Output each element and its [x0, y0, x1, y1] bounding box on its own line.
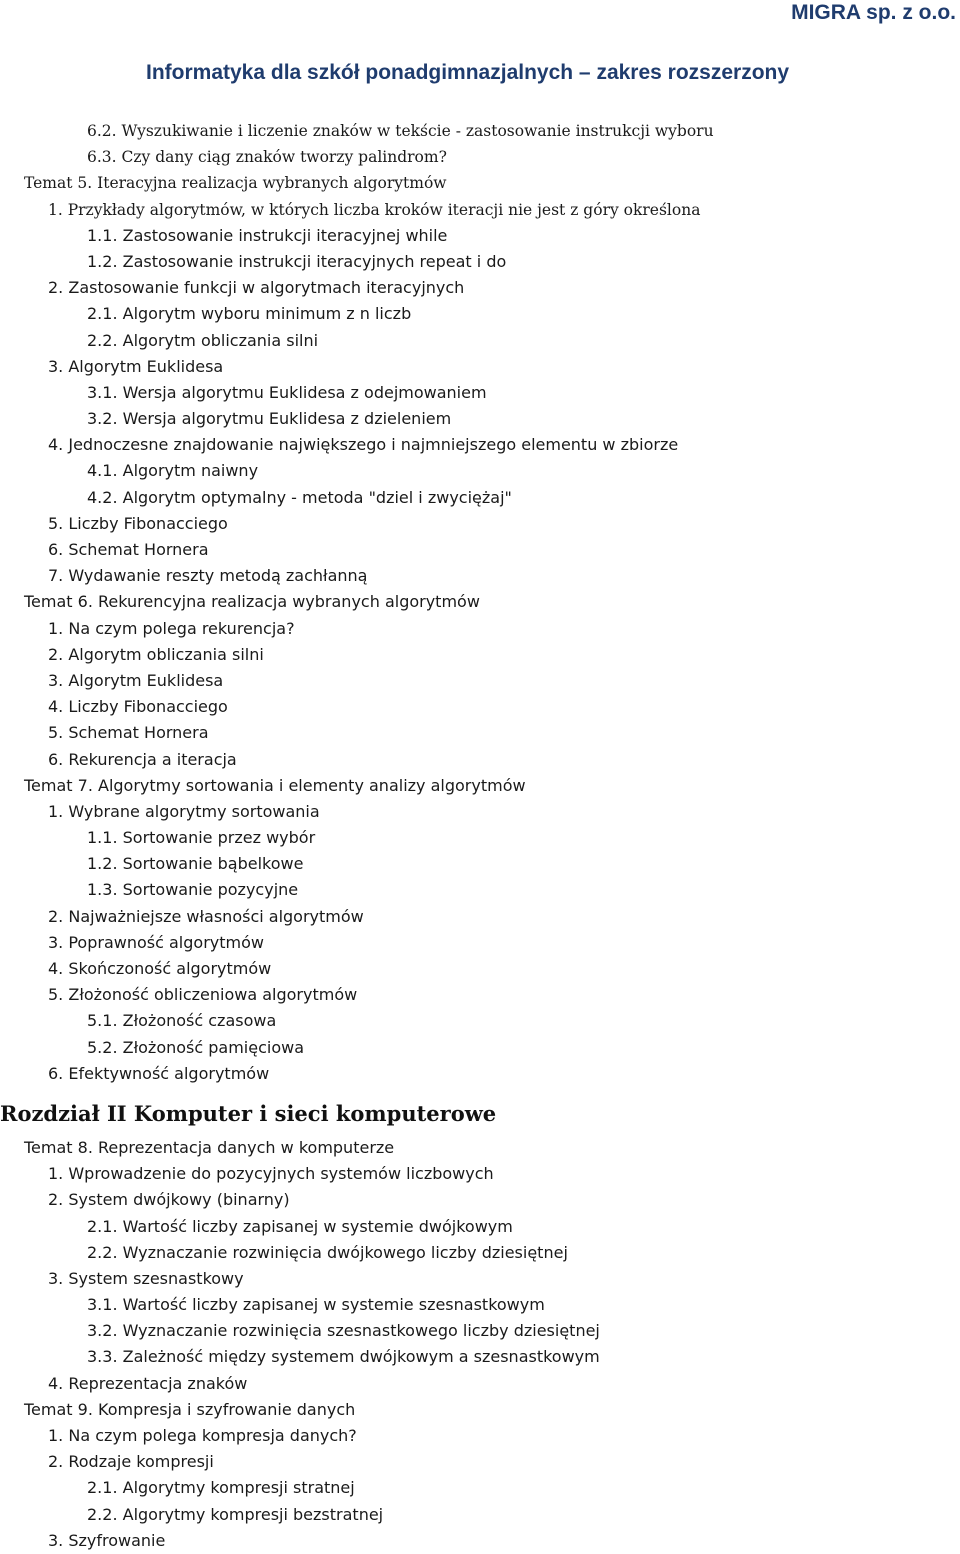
topic-heading: Temat 7. Algorytmy sortowania i elementy analizy algorytmów	[24, 775, 526, 795]
outline-subitem: 6.3. Czy dany ciąg znaków tworzy palindrom?	[87, 148, 447, 167]
outline-part-1	[24, 118, 714, 1087]
outline-item: 6. Schemat Hornera	[48, 540, 209, 559]
outline-subitem: 4.2. Algorytm optymalny - metoda "dziel i zwyciężaj"	[87, 487, 512, 507]
syllabus-outline	[0, 118, 714, 1554]
outline-subitem: 2.2. Wyznaczanie rozwinięcia dwójkowego liczby dziesiętnej	[87, 1242, 568, 1262]
outline-item: 2. Najważniejsze własności algorytmów	[48, 906, 364, 926]
outline-item: 4. Reprezentacja znaków	[48, 1373, 248, 1393]
outline-item: 4. Liczby Fibonacciego	[48, 697, 228, 717]
outline-item: 4. Jednoczesne znajdowanie największego i najmniejszego elementu w zbiorze	[48, 435, 679, 455]
outline-item: 2. System dwójkowy (binarny)	[48, 1190, 290, 1210]
topic-heading: Temat 8. Reprezentacja danych w komputerze	[24, 1137, 395, 1157]
topic-heading: Temat 5. Iteracyjna realizacja wybranych algorytmów	[24, 174, 447, 193]
outline-item: 5. Liczby Fibonacciego	[48, 513, 228, 533]
outline-subitem: 3.1. Wersja algorytmu Euklidesa z odejmowaniem	[87, 382, 487, 402]
outline-subitem: 2.2. Algorytm obliczania silni	[87, 330, 319, 350]
outline-subitem: 2.2. Algorytmy kompresji bezstratnej	[87, 1504, 384, 1524]
outline-subitem: 1.2. Zastosowanie instrukcji iteracyjnych repeat i do	[87, 251, 507, 271]
document-subtitle: Informatyka dla szkół ponadgimnazjalnych – zakres rozszerzony	[146, 61, 790, 84]
outline-subitem: 5.1. Złożoność czasowa	[87, 1011, 277, 1031]
outline-subitem: 5.2. Złożoność pamięciowa	[87, 1037, 305, 1057]
outline-item: 7. Wydawanie reszty metodą zachłanną	[48, 566, 368, 586]
outline-item: 1. Na czym polega kompresja danych?	[48, 1426, 357, 1445]
company-name: MIGRA sp. z o.o.	[791, 1, 956, 24]
outline-subitem: 3.3. Zależność między systemem dwójkowym a szesnastkowym	[87, 1347, 600, 1367]
outline-item: 5. Złożoność obliczeniowa algorytmów	[48, 985, 358, 1005]
outline-subitem: 3.2. Wersja algorytmu Euklidesa z dzieleniem	[87, 409, 452, 429]
outline-item: 1. Na czym polega rekurencja?	[48, 618, 295, 638]
outline-item: 2. Zastosowanie funkcji w algorytmach iteracyjnych	[48, 278, 465, 298]
outline-item: 5. Schemat Hornera	[48, 723, 209, 743]
outline-subitem: 6.2. Wyszukiwanie i liczenie znaków w tekście - zastosowanie instrukcji wyboru	[87, 122, 714, 140]
outline-subitem: 3.1. Wartość liczby zapisanej w systemie szesnastkowym	[87, 1295, 545, 1315]
outline-subitem: 2.1. Algorytm wyboru minimum z n liczb	[87, 304, 412, 324]
outline-item: 3. Poprawność algorytmów	[48, 932, 264, 952]
outline-item: 1. Wybrane algorytmy sortowania	[48, 801, 320, 821]
outline-item: 2. Rodzaje kompresji	[48, 1452, 214, 1472]
chapter-heading: Rozdział II Komputer i sieci komputerowe	[0, 1100, 497, 1126]
outline-item: 6. Efektywność algorytmów	[48, 1063, 270, 1083]
outline-item: 3. Algorytm Euklidesa	[48, 670, 224, 690]
outline-item: 6. Rekurencja a iteracja	[48, 749, 237, 769]
outline-subitem: 1.2. Sortowanie bąbelkowe	[87, 854, 304, 874]
outline-item: 3. Algorytm Euklidesa	[48, 356, 224, 376]
topic-heading: Temat 9. Kompresja i szyfrowanie danych	[24, 1399, 356, 1419]
outline-item: 4. Skończoność algorytmów	[48, 959, 272, 978]
outline-subitem: 2.1. Algorytmy kompresji stratnej	[87, 1478, 355, 1498]
outline-subitem: 1.1. Sortowanie przez wybór	[87, 828, 316, 848]
outline-subitem: 1.3. Sortowanie pozycyjne	[87, 880, 299, 900]
topic-heading: Temat 6. Rekurencyjna realizacja wybranych algorytmów	[24, 592, 480, 612]
outline-item: 2. Algorytm obliczania silni	[48, 644, 264, 664]
outline-subitem: 3.2. Wyznaczanie rozwinięcia szesnastkowego liczby dziesiętnej	[87, 1321, 600, 1341]
outline-subitem: 2.1. Wartość liczby zapisanej w systemie dwójkowym	[87, 1216, 513, 1236]
outline-item: 3. Szyfrowanie	[48, 1530, 166, 1550]
outline-item: 1. Wprowadzenie do pozycyjnych systemów liczbowych	[48, 1164, 494, 1184]
outline-item: 3. System szesnastkowy	[48, 1268, 244, 1288]
outline-part-2	[24, 1135, 714, 1554]
outline-item: 1. Przykłady algorytmów, w których liczba kroków iteracji nie jest z góry określona	[48, 200, 701, 219]
outline-subitem: 1.1. Zastosowanie instrukcji iteracyjnej while	[87, 225, 448, 245]
outline-subitem: 4.1. Algorytm naiwny	[87, 461, 259, 481]
